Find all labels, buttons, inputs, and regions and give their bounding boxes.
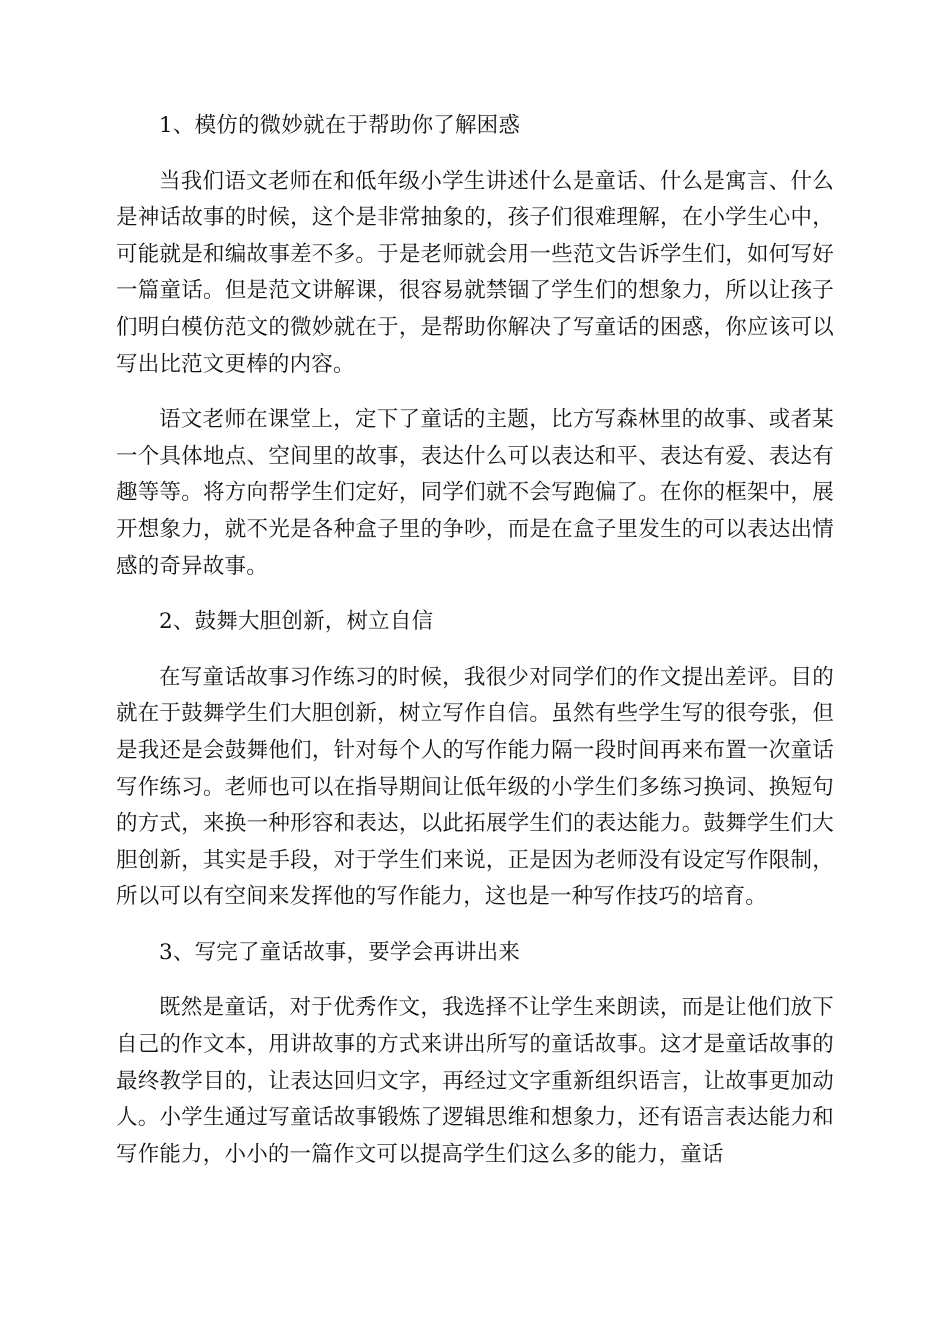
document-page (116, 108, 834, 1192)
section-heading-2: 2、鼓舞大胆创新，树立自信 (159, 609, 434, 635)
section-heading-3: 3、写完了童话故事，要学会再讲出来 (159, 939, 521, 965)
section-heading-1: 1、模仿的微妙就在于帮助你了解困惑 (159, 113, 521, 138)
paragraph-1: 当我们语文老师在和低年级小学生讲述什么是童话、什么是寓言、什么是神话故事的时候，这个是非常抽象的，孩子们很难理解，在小学生心中，可能就是和编故事差不多。于是老师就会用一些范文告诉学生们，如何写好一篇童话。但是范文讲解课，很容易就禁锢了学生们的想象力，所以让孩子们明白模仿范文的微妙就在于，是帮助你解决了写童话的困惑，你应该可以写出比范文更棒的内容。 (116, 168, 834, 377)
paragraph-3: 在写童话故事习作练习的时候，我很少对同学们的作文提出差评。目的就在于鼓舞学生们大胆创新，树立写作自信。虽然有些学生写的很夸张，但是我还是会鼓舞他们，针对每个人的写作能力隔一段时间再来布置一次童话写作练习。老师也可以在指导期间让低年级的小学生们多练习换词、换短句的方式，来换一种形容和表达，以此拓展学生们的表达能力。鼓舞学生们大胆创新，其实是手段，对于学生们来说，正是因为老师没有设定写作限制，所以可以有空间来发挥他的写作能力，这也是一种写作技巧的培育。 (116, 664, 834, 910)
paragraph-2: 语文老师在课堂上，定下了童话的主题，比方写森林里的故事、或者某一个具体地点、空间里的故事，表达什么可以表达和平、表达有爱、表达有趣等等。将方向帮学生们定好，同学们就不会写跑偏了。在你的框架中，展开想象力，就不光是各种盒子里的争吵，而是在盒子里发生的可以表达出情感的奇异故事。 (116, 407, 834, 579)
paragraph-4: 既然是童话，对于优秀作文，我选择不让学生来朗读，而是让他们放下自己的作文本，用讲故事的方式来讲出所写的童话故事。这才是童话故事的最终教学目的，让表达回归文字，再经过文字重新组织语言，让故事更加动人。小学生通过写童话故事锻炼了逻辑思维和想象力，还有语言表达能力和写作能力，小小的一篇作文可以提高学生们这么多的能力，童话 (116, 995, 834, 1167)
